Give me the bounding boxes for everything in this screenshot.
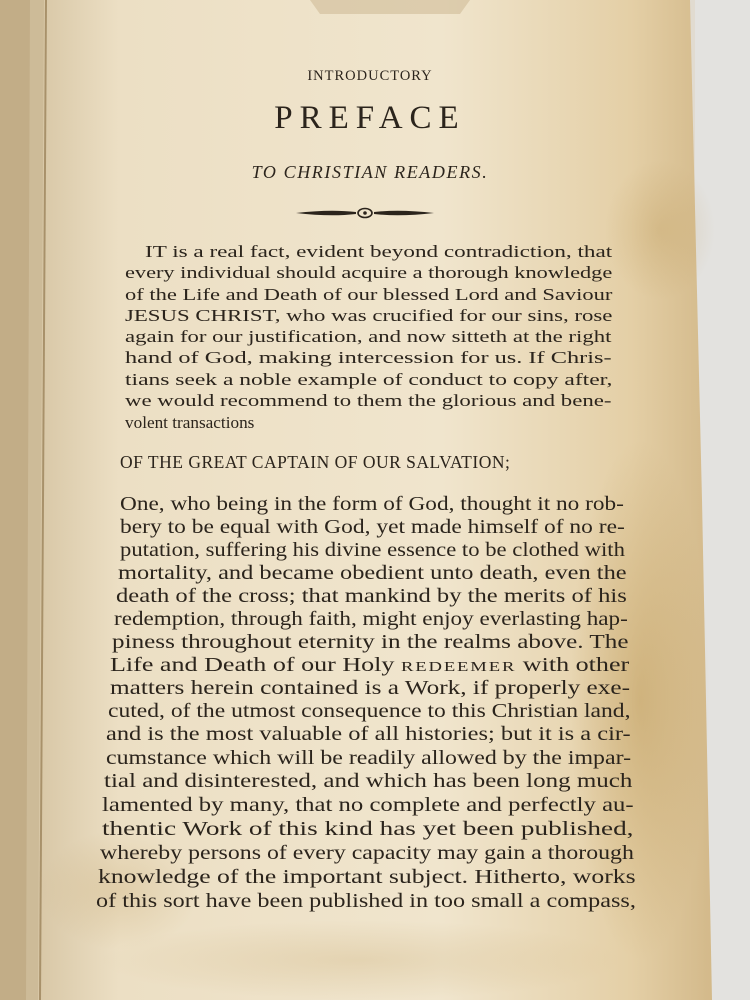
body-line: and is the most valuable of all histories; but it is a cir- xyxy=(106,724,631,745)
intro-line: again for our justification, and now sitteth at the right xyxy=(125,327,612,346)
body-line: matters herein contained is a Work, if properly exe- xyxy=(110,678,631,699)
intro-line: every individual should acquire a thorough knowledge xyxy=(125,263,613,282)
body-line: piness throughout eternity in the realms above. The xyxy=(112,632,629,653)
body-line: putation, suffering his divine essence to be clothed with xyxy=(120,540,625,561)
intro-line: hand of God, making intercession for us. If Chris- xyxy=(125,348,612,367)
body-line: death of the cross; that mankind by the merits of his xyxy=(116,586,627,607)
section-heading: OF THE GREAT CAPTAIN OF OUR SALVATION; xyxy=(120,452,511,472)
body-line: cumstance which will be readily allowed by the impar- xyxy=(106,748,632,769)
page-title: PREFACE xyxy=(274,100,466,136)
body-line: tial and disinterested, and which has been long much xyxy=(104,771,633,792)
intro-line: JESUS CHRIST, who was crucified for our sins, rose xyxy=(125,306,613,325)
intro-line: volent transactions xyxy=(125,413,255,432)
body-line: mortality, and became obedient unto death, even the xyxy=(118,563,627,584)
body-line: redemption, through faith, might enjoy everlasting hap- xyxy=(114,609,628,630)
intro-line: of the Life and Death of our blessed Lord and Saviour xyxy=(125,285,613,304)
header-small: INTRODUCTORY xyxy=(307,68,433,84)
subtitle: TO CHRISTIAN READERS. xyxy=(251,162,489,182)
intro-line: we would recommend to them the glorious and bene- xyxy=(125,391,612,410)
intro-line: tians seek a noble example of conduct to copy after, xyxy=(125,370,613,389)
body-line: thentic Work of this kind has yet been published, xyxy=(102,819,634,840)
body-line: lamented by many, that no complete and perfectly au- xyxy=(102,795,634,816)
body-line: One, who being in the form of God, thought it no rob- xyxy=(120,494,624,515)
body-line: bery to be equal with God, yet made himself of no re- xyxy=(120,517,625,538)
intro-line: IT is a real fact, evident beyond contradiction, that xyxy=(145,242,613,261)
body-line: of this sort have been published in too small a compass, xyxy=(96,891,636,912)
redeemer-smallcaps: REDEEMER xyxy=(400,660,517,675)
body-line-end: with other xyxy=(516,655,630,676)
body-line-redeemer xyxy=(110,655,629,677)
body-line: cuted, of the utmost consequence to this Christian land, xyxy=(108,701,631,722)
body-line: knowledge of the important subject. Hitherto, works xyxy=(98,867,636,888)
body-line-start: Life and Death of our Holy xyxy=(110,655,401,676)
body-line: whereby persons of every capacity may gain a thorough xyxy=(100,843,634,864)
ornament-rule xyxy=(290,202,440,224)
